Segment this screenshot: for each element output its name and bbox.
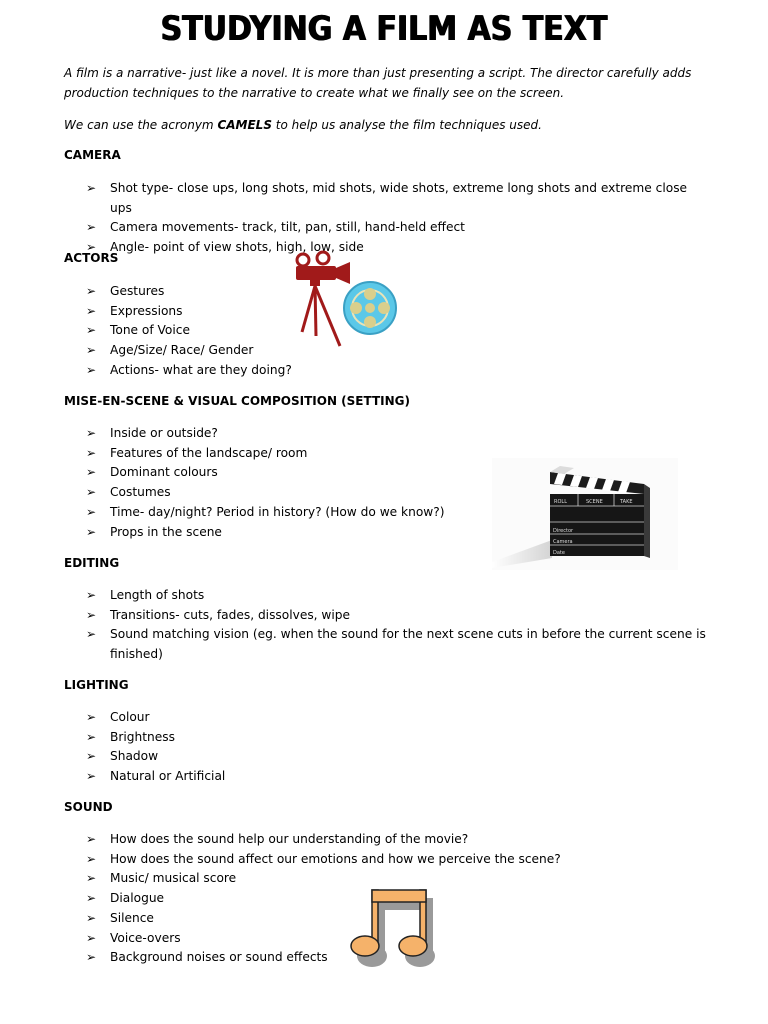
list-item: ➢ Tone of Voice xyxy=(86,321,706,341)
list-item: ➢ Natural or Artificial xyxy=(86,767,706,787)
clapper-roll-label: ROLL xyxy=(554,499,567,505)
bullet-arrow-icon: ➢ xyxy=(86,284,97,298)
bullet-arrow-icon: ➢ xyxy=(86,445,97,460)
list-item: ➢ Expressions xyxy=(86,302,706,322)
clapper-camera-label: Camera xyxy=(553,539,573,545)
page-title: STUDYING A FILM AS TEXT xyxy=(160,10,608,50)
bullet-arrow-icon: ➢ xyxy=(86,524,97,539)
bullet-arrow-icon: ➢ xyxy=(86,769,97,784)
bullet-arrow-icon: ➢ xyxy=(86,485,97,500)
clapper-director-label: Director xyxy=(553,528,574,534)
list-lighting xyxy=(86,708,706,787)
clapper-date-label: Date xyxy=(553,550,565,556)
list-editing xyxy=(86,586,706,665)
bullet-arrow-icon: ➢ xyxy=(86,871,97,886)
bullet-arrow-icon: ➢ xyxy=(86,504,97,519)
bullet-arrow-icon: ➢ xyxy=(86,465,97,480)
list-item: ➢ Background noises or sound effects xyxy=(86,948,706,968)
bullet-arrow-icon: ➢ xyxy=(86,323,97,338)
list-item: ➢ Age/Size/ Race/ Gender xyxy=(86,341,706,361)
film-reel-icon xyxy=(344,282,396,334)
bullet-arrow-icon: ➢ xyxy=(86,749,97,764)
list-item: ➢ Shot type- close ups, long shots, mid shots, wide shots, extreme long shots and extreme close ups xyxy=(86,181,688,215)
list-item: ➢ Camera movements- track, tilt, pan, still, hand-held effect xyxy=(86,218,706,238)
list-item: ➢ Dialogue xyxy=(86,889,706,909)
acronym-word: CAMELS xyxy=(217,118,272,132)
list-item: ➢ Props in the scene xyxy=(86,523,706,543)
list-item: ➢ Colour xyxy=(86,708,706,728)
bullet-arrow-icon: ➢ xyxy=(86,710,97,724)
list-item: ➢ Inside or outside? xyxy=(86,424,706,444)
bullet-arrow-icon: ➢ xyxy=(86,303,97,318)
acronym-text-before: We can use the acronym xyxy=(64,118,218,132)
intro-paragraph: A film is a narrative- just like a novel. It is more than just presenting a script. The director carefully adds production techniques to the narrative to create what we finally see on the screen. xyxy=(64,66,692,100)
bullet-arrow-icon: ➢ xyxy=(86,607,97,622)
section-heading-sound: SOUND xyxy=(64,800,113,814)
section-heading-actors: ACTORS xyxy=(64,251,119,265)
list-item: ➢ Shadow xyxy=(86,747,706,767)
bullet-arrow-icon: ➢ xyxy=(86,851,97,866)
list-item: ➢ Gestures xyxy=(86,282,706,302)
bullet-arrow-icon: ➢ xyxy=(86,588,97,602)
bullet-arrow-icon: ➢ xyxy=(86,426,97,440)
bullet-arrow-icon: ➢ xyxy=(86,832,97,846)
clapper-take-label: TAKE xyxy=(620,499,633,505)
list-item: ➢ Features of the landscape/ room xyxy=(86,444,706,464)
bullet-arrow-icon: ➢ xyxy=(86,240,97,255)
list-item: ➢ Costumes xyxy=(86,483,706,503)
list-item: ➢ Length of shots xyxy=(86,586,706,606)
list-item: ➢ Brightness xyxy=(86,728,706,748)
list-item: ➢ Actions- what are they doing? xyxy=(86,361,706,381)
bullet-arrow-icon: ➢ xyxy=(86,343,97,358)
bullet-arrow-icon: ➢ xyxy=(86,891,97,906)
list-item: ➢ How does the sound affect our emotions and how we perceive the scene? xyxy=(86,850,706,870)
list-item: ➢ Silence xyxy=(86,909,706,929)
clapper-scene-label: SCENE xyxy=(586,499,603,505)
list-item: ➢ Sound matching vision (eg. when the sound for the next scene cuts in before the current scene is finished) xyxy=(86,627,706,662)
bullet-arrow-icon: ➢ xyxy=(86,362,97,377)
list-camera xyxy=(86,179,706,258)
bullet-arrow-icon: ➢ xyxy=(86,729,97,744)
section-heading-lighting: LIGHTING xyxy=(64,678,129,692)
bullet-arrow-icon: ➢ xyxy=(86,181,97,195)
list-item: ➢ Voice-overs xyxy=(86,929,706,949)
list-item: ➢ Angle- point of view shots, high, low, side xyxy=(86,238,706,258)
acronym-paragraph xyxy=(64,116,714,136)
list-item: ➢ Music/ musical score xyxy=(86,869,706,889)
music-notes-icon xyxy=(350,886,436,968)
bullet-arrow-icon: ➢ xyxy=(86,930,97,945)
list-item: ➢ Transitions- cuts, fades, dissolves, wipe xyxy=(86,606,706,626)
section-heading-editing: EDITING xyxy=(64,556,120,570)
list-item: ➢ How does the sound help our understanding of the movie? xyxy=(86,830,706,850)
clapperboard-icon xyxy=(492,458,678,570)
section-heading-camera: CAMERA xyxy=(64,148,121,162)
bullet-arrow-icon: ➢ xyxy=(86,220,97,235)
section-heading-mise-en-scene: MISE-EN-SCENE & VISUAL COMPOSITION (SETTING) xyxy=(64,394,410,408)
bullet-arrow-icon: ➢ xyxy=(86,627,97,642)
list-item: ➢ Dominant colours xyxy=(86,463,706,483)
bullet-arrow-icon: ➢ xyxy=(86,910,97,925)
list-item: ➢ Time- day/night? Period in history? (How do we know?) xyxy=(86,503,706,523)
movie-camera-icon xyxy=(290,248,402,352)
bullet-arrow-icon: ➢ xyxy=(86,950,97,965)
acronym-text-after: to help us analyse the film techniques used. xyxy=(271,118,542,132)
